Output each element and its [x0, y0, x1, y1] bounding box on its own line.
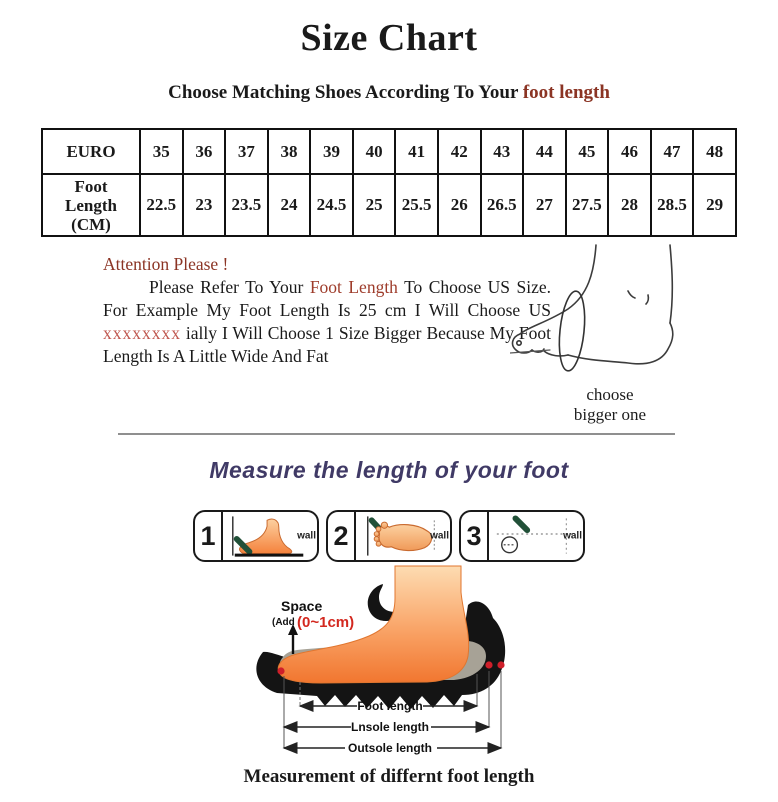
- toe-bump: [376, 541, 381, 546]
- step-2-panel: [326, 510, 452, 562]
- section-divider: [118, 433, 675, 435]
- red-dot-toe: [277, 667, 284, 674]
- subtitle-highlight: foot length: [522, 82, 610, 103]
- row-label: Foot Length (CM): [42, 174, 140, 236]
- table-cell: 41: [395, 129, 438, 174]
- attention-section: [0, 251, 778, 433]
- sketch-caption-line2: bigger one: [573, 405, 647, 424]
- wall-label: wall: [430, 530, 449, 542]
- red-dot-heel-1: [485, 661, 492, 668]
- attention-body-part3: ially I Will Choose 1 Size Bigger Because My Foot Length Is A Little Wide And Fat: [103, 323, 551, 366]
- measure-steps: [0, 510, 778, 562]
- toe-bump: [381, 522, 387, 528]
- table-cell: 28.5: [651, 174, 694, 236]
- attention-body: [103, 276, 551, 368]
- space-label: Space: [281, 598, 323, 614]
- table-cell: 44: [523, 129, 566, 174]
- step-3-number: 3: [461, 512, 489, 560]
- foot-sketch: [505, 239, 715, 425]
- table-cell: 27.5: [566, 174, 609, 236]
- table-cell: 29: [693, 174, 736, 236]
- step-2-art: [356, 512, 450, 560]
- toe-bump: [374, 537, 379, 542]
- subtitle: [0, 82, 778, 104]
- foot-sketch-illustration: [510, 239, 710, 374]
- table-row: [42, 174, 736, 236]
- step-1-art: [223, 512, 317, 560]
- row-label: EURO: [42, 129, 140, 174]
- table-cell: 36: [183, 129, 226, 174]
- page-title: Size Chart: [300, 17, 478, 59]
- table-cell: 42: [438, 129, 481, 174]
- attention-title: Attention Please !: [103, 254, 229, 274]
- toe-bump: [374, 532, 379, 537]
- table-cell: 22.5: [140, 174, 183, 236]
- step-2-number: 2: [328, 512, 356, 560]
- table-cell: 47: [651, 129, 694, 174]
- table-cell: 23: [183, 174, 226, 236]
- attention-redacted-text: xxxxxxxx: [103, 323, 181, 343]
- attention-body-part2: To Choose US Size. For Example My Foot Length Is 25 cm I Will Choose US: [103, 277, 551, 320]
- outsole-length-label: Outsole length: [348, 741, 432, 755]
- table-cell: 38: [268, 129, 311, 174]
- attention-text: [103, 253, 551, 368]
- table-cell: 26: [438, 174, 481, 236]
- table-cell: 26.5: [481, 174, 524, 236]
- table-cell: 45: [566, 129, 609, 174]
- table-cell: 28: [608, 174, 651, 236]
- girth-loop: [556, 290, 588, 372]
- wall-label: wall: [563, 530, 582, 542]
- wall-label: wall: [297, 530, 316, 542]
- subtitle-main: Choose Matching Shoes According To Your: [168, 82, 523, 103]
- attention-highlight-foot-length: Foot Length: [309, 277, 398, 297]
- toe-bump: [376, 527, 381, 532]
- table-cell: 35: [140, 129, 183, 174]
- attention-body-part1: Please Refer To Your: [149, 277, 310, 297]
- red-dot-heel-2: [497, 661, 504, 668]
- insole-length-label: Lnsole length: [351, 720, 429, 734]
- sketch-caption-line1: choose: [586, 385, 634, 404]
- table-cell: 24: [268, 174, 311, 236]
- table-cell: 37: [225, 129, 268, 174]
- size-table-body: [42, 129, 736, 236]
- table-cell: 24.5: [310, 174, 353, 236]
- space-add-label: (Add: [272, 617, 295, 628]
- table-cell: 43: [481, 129, 524, 174]
- table-cell: 39: [310, 129, 353, 174]
- foot-length-label: Foot length: [357, 699, 423, 713]
- step-3-art: [489, 512, 583, 560]
- shoe-foot-diagram: [159, 564, 619, 764]
- sketch-caption: [505, 385, 715, 425]
- table-cell: 27: [523, 174, 566, 236]
- marker-pen-icon: [515, 518, 527, 530]
- table-cell: 46: [608, 129, 651, 174]
- table-row: [42, 129, 736, 174]
- bottom-caption: Measurement of differnt foot length: [243, 766, 535, 787]
- measure-heading: Measure the length of your foot: [209, 457, 569, 483]
- step-3-panel: [459, 510, 585, 562]
- table-cell: 23.5: [225, 174, 268, 236]
- space-range-label: (0~1cm): [297, 614, 355, 631]
- footprint-shape: [379, 525, 432, 551]
- table-cell: 48: [693, 129, 736, 174]
- step-1-number: 1: [195, 512, 223, 560]
- size-table: [41, 128, 737, 237]
- table-cell: 40: [353, 129, 396, 174]
- table-cell: 25: [353, 174, 396, 236]
- table-cell: 25.5: [395, 174, 438, 236]
- step-1-panel: [193, 510, 319, 562]
- shoe-diagram: [159, 564, 619, 764]
